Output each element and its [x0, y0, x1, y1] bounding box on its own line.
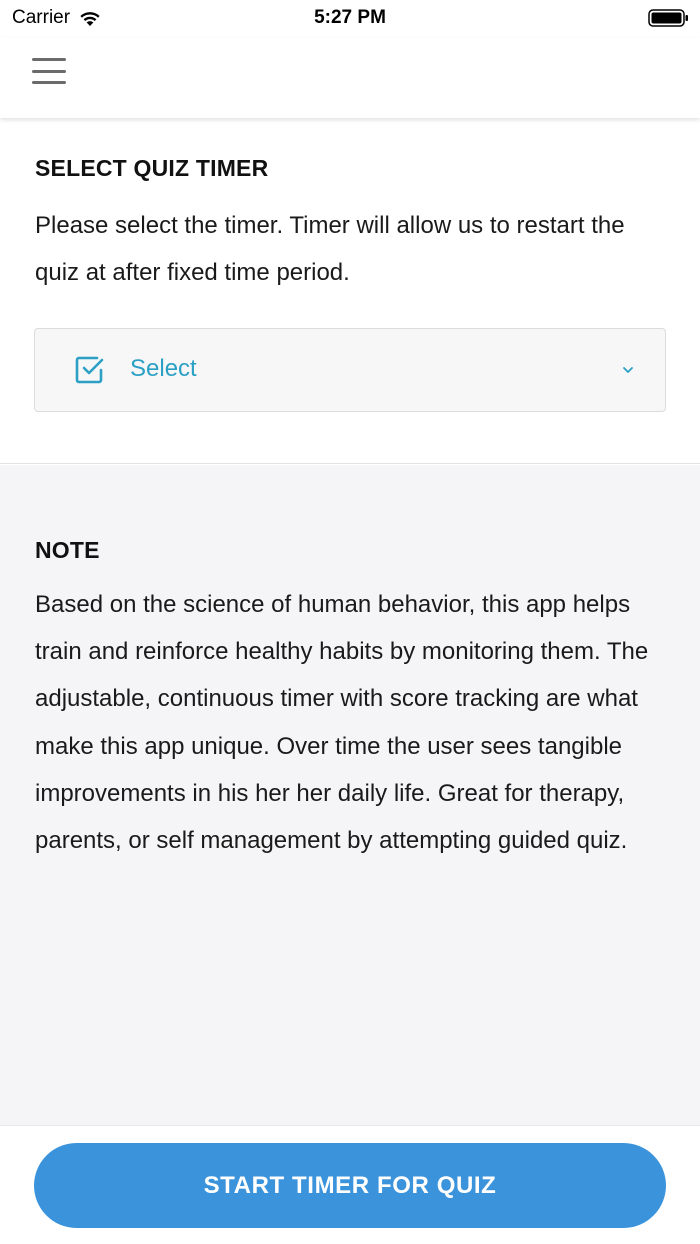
bottom-action-bar: [0, 1125, 700, 1244]
timer-description: Please select the timer. Timer will allow us to restart the quiz at after fixed time period.: [35, 212, 625, 286]
battery-icon: [648, 8, 690, 28]
menu-line: [32, 58, 66, 61]
select-label: Select: [130, 355, 197, 382]
checkbox-icon: [73, 354, 105, 386]
status-time: 5:27 PM: [314, 7, 386, 28]
note-section: [0, 465, 700, 1125]
navigation-bar: [0, 38, 700, 118]
status-bar: [0, 0, 700, 38]
timer-select-dropdown[interactable]: [34, 328, 666, 412]
carrier-label: Carrier: [12, 7, 71, 28]
start-timer-button[interactable]: START TIMER FOR QUIZ: [34, 1143, 666, 1228]
timer-section: [0, 118, 700, 464]
menu-line: [32, 70, 66, 73]
note-body: Based on the science of human behavior, this app helps train and reinforce healthy habits by monitoring them. The adjustable, continuous timer with score tracking are what make this app unique. Over time the user sees tangible improvements in his her her daily life. Great for therapy, parents, or self management by attempting guided quiz.: [35, 591, 649, 855]
note-title: NOTE: [35, 537, 100, 563]
chevron-down-icon: [621, 363, 635, 377]
menu-line: [32, 81, 66, 84]
hamburger-menu-icon[interactable]: [28, 54, 70, 88]
timer-section-title: SELECT QUIZ TIMER: [35, 155, 269, 181]
